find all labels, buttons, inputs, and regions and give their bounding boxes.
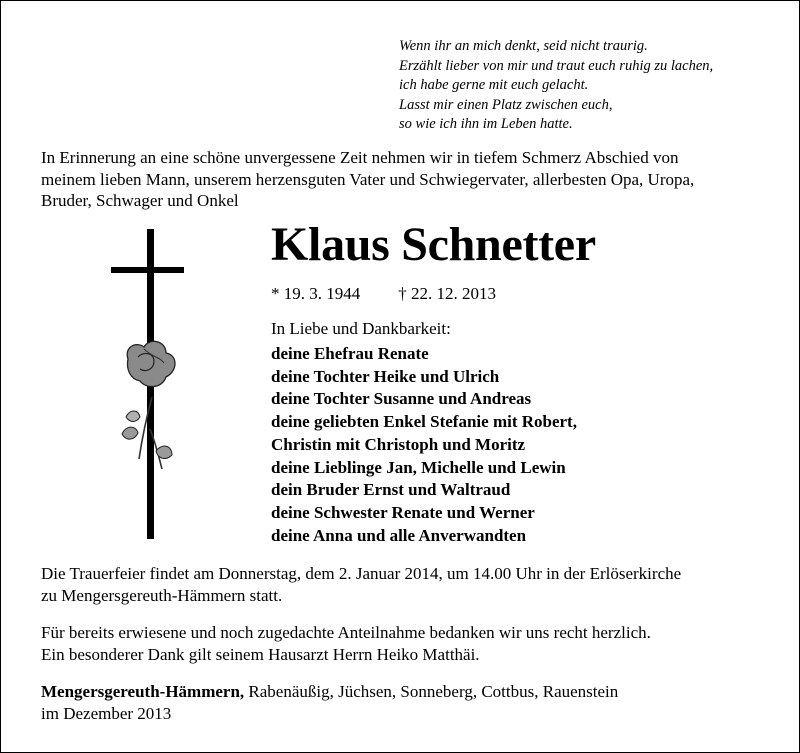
funeral-line: zu Mengersgereuth-Hämmern statt. [41, 585, 283, 605]
thanks-line: Für bereits erwiesene und noch zugedachte Anteilnahme bedanken wir uns recht herzlich. [41, 623, 651, 642]
mourner-line: deine Schwester Renate und Werner [271, 502, 535, 522]
deceased-name: Klaus Schnetter [271, 218, 596, 271]
funeral-info [41, 563, 681, 606]
footer-signature [41, 681, 618, 724]
mourner-line: deine Tochter Heike und Ulrich [271, 366, 500, 386]
intro-text [41, 147, 771, 212]
poem-line: Erzählt lieber von mir und traut euch ruhig zu lachen, [399, 57, 714, 74]
funeral-line: Die Trauerfeier findet am Donnerstag, dem 2. Januar 2014, um 14.00 Uhr in der Erlöserkirche [41, 564, 682, 583]
mourner-line: deine geliebten Enkel Stefanie mit Robert, [271, 412, 577, 432]
intro-line: meinem lieben Mann, unserem herzensguten Vater und Schwiegervater, allerbesten Opa, Uropa, [41, 169, 695, 189]
life-dates [271, 284, 496, 304]
mourner-line: deine Anna und alle Anverwandten [271, 525, 527, 545]
intro-line: Bruder, Schwager und Onkel [41, 191, 239, 210]
mourner-line: deine Lieblinge Jan, Michelle und Lewin [271, 457, 566, 477]
mourner-line: deine Ehefrau Renate [271, 344, 429, 363]
poem-line: Lasst mir einen Platz zwischen euch, [399, 96, 613, 113]
footer-places [41, 681, 618, 703]
cross-horizontal-beam [111, 267, 184, 273]
footer-place-main: Mengersgereuth-Hämmern, [41, 682, 245, 701]
footer-date: im Dezember 2013 [41, 703, 172, 723]
death-date: † 22. 12. 2013 [398, 284, 496, 303]
poem-line: ich habe gerne mit euch gelacht. [399, 77, 589, 93]
poem [399, 37, 794, 135]
thanks-line: Ein besonderer Dank gilt seinem Hausarzt Herrn Heiko Matthäi. [41, 644, 480, 664]
footer-places-other: Rabenäußig, Jüchsen, Sonneberg, Cottbus, Rauenstein [244, 682, 619, 701]
mourners-intro: In Liebe und Dankbarkeit: [271, 319, 451, 338]
intro-line: In Erinnerung an eine schöne unvergessene Zeit nehmen wir in tiefem Schmerz Abschied von [41, 148, 679, 167]
thanks-text [41, 622, 651, 665]
mourners-list [271, 343, 577, 547]
birth-date: * 19. 3. 1944 [271, 284, 361, 303]
mourner-line: deine Tochter Susanne und Andreas [271, 389, 532, 409]
mourner-line: Christin mit Christoph und Moritz [271, 434, 526, 454]
cross-with-rose-icon [106, 229, 196, 539]
poem-line: so wie ich ihn im Leben hatte. [399, 116, 573, 132]
poem-line: Wenn ihr an mich denkt, seid nicht traurig. [399, 38, 648, 54]
mourner-line: dein Bruder Ernst und Waltraud [271, 480, 511, 500]
